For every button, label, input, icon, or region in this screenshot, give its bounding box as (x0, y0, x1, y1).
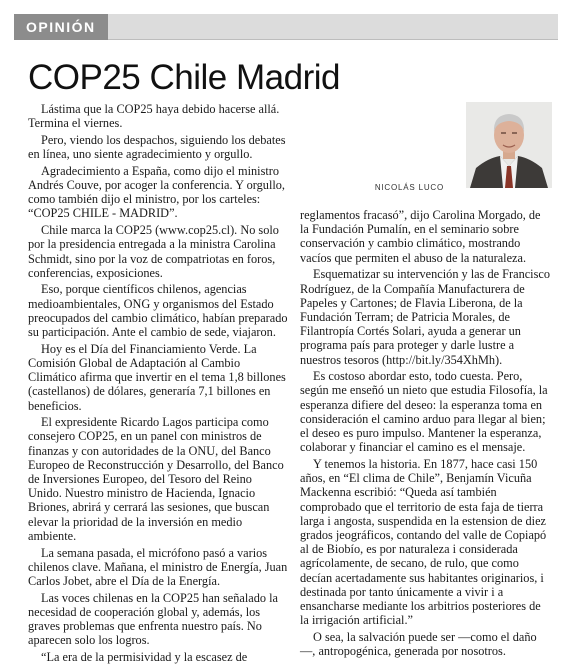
paragraph: Pero, viendo los despachos, siguiendo los debates en línea, uno siente agradecimiento y orgullo. (28, 132, 286, 162)
paragraph: O sea, la salvación puede ser —como el daño—, antropogénica, generada por nosotros. (300, 629, 537, 659)
paragraph: La semana pasada, el micrófono pasó a varios chilenos clave. Mañana, el ministro de Energía, Juan Carlos Jobet, abre el Día de la Energía. (28, 545, 288, 588)
paragraph: “La era de la permisividad y la escasez de (41, 650, 248, 665)
paragraph: reglamentos fracasó”, dijo Carolina Morgado, de la Fundación Pumalín, en el seminario sobre conservación y cambio climático, mostrando vacíos que permiten el abuso de la naturaleza. (300, 208, 541, 265)
section-header-bar (14, 14, 558, 40)
paragraph: Y tenemos la historia. En 1877, hace casi 150 años, en “El clima de Chile”, Benjamín Vicuña Mackenna escribió: “Queda así también comprobado que el territorio de esta faja de tierra larga i angosta, suspendida en la estension de diez grados jeográficos, contando del valle de Copiapó al de Biobío, es por naturaleza i considerada agrícolamente, de secano, de rulo, que como decían acertadamente sus habitantes originarios, i destinada por tanto únicamente a vivir i a ensancharse mediante los arbitrios posteriores de la irrigación artificial.” (300, 456, 547, 628)
paragraph: Lástima que la COP25 haya debido hacerse allá. Termina el viernes. (28, 102, 280, 131)
article-column-right (300, 208, 550, 661)
paragraph: Es costoso abordar esto, todo cuesta. Pero, según me enseñó un nieto que estudia Filosofía, la esperanza difiere del deseo: la esperanza toma en consideración el camino arduo para llegar al bien; el deseo es puro impulso. Mantener la esperanza, colaborar y financiar el camino es el mensaje. (300, 369, 548, 455)
paragraph: Agradecimiento a España, como dijo el ministro Andrés Couve, por acoger la conferencia. Y orgullo, como también dijo el ministro, por los carteles: “COP25 CHILE - MADRID”. (28, 163, 286, 221)
paragraph: Chile marca la COP25 (www.cop25.cl). No solo por la presidencia entregada a la ministra Carolina Schmidt, sino por la voz de compatriotas en foros, conferencias, exposiciones. (28, 223, 279, 280)
paragraph: El expresidente Ricardo Lagos participa como consejero COP25, en un panel con ministros de finanzas y con autoridades de la ONU, del Banco Europeo de Reconstrucción y Desarrollo, del Banco de Inversiones Europeo, del Tesoro del Reino Unido. Nuestro ministro de Hacienda, Ignacio Briones, abrirá y cerrará las sesiones, que buscan elevar la prioridad de la inversión en medio ambiente. (28, 415, 284, 543)
section-label: OPINIÓN (14, 14, 108, 40)
author-portrait-image (466, 102, 552, 188)
article-column-left (28, 102, 288, 667)
paragraph: Eso, porque científicos chilenos, agencias medioambientales, ONG y organismos del Estado preocupados del cambio climático, habían preparado su participación. Ante el cambio de sede, viajaron. (28, 282, 288, 340)
author-photo (466, 102, 552, 188)
article-title: COP25 Chile Madrid (28, 58, 340, 97)
author-byline: NICOLÁS LUCO (374, 183, 444, 192)
paragraph: Las voces chilenas en la COP25 han señalado la necesidad de cooperación global y, además, los graves problemas que enfrenta nuestro país. No aparecen solo los logros. (28, 590, 278, 648)
paragraph: Esquematizar su intervención y las de Francisco Rodríguez, de la Compañía Manufacturera de Papeles y Cartones; de Flavia Liberona, de la Fundación Terram; de Patricia Morales, de Filantropía Cortés Solari, ayuda a generar un programa país para proteger y darle lustre a nuestros tesoros (http://bit.ly/354XhMh). (300, 267, 550, 367)
paragraph: Hoy es el Día del Financiamiento Verde. La Comisión Global de Adaptación al Cambio Climático afirma que invertir en el tema 1,8 billones (castellanos) de dólares, generaría 7,1 billones en beneficios. (28, 341, 286, 413)
